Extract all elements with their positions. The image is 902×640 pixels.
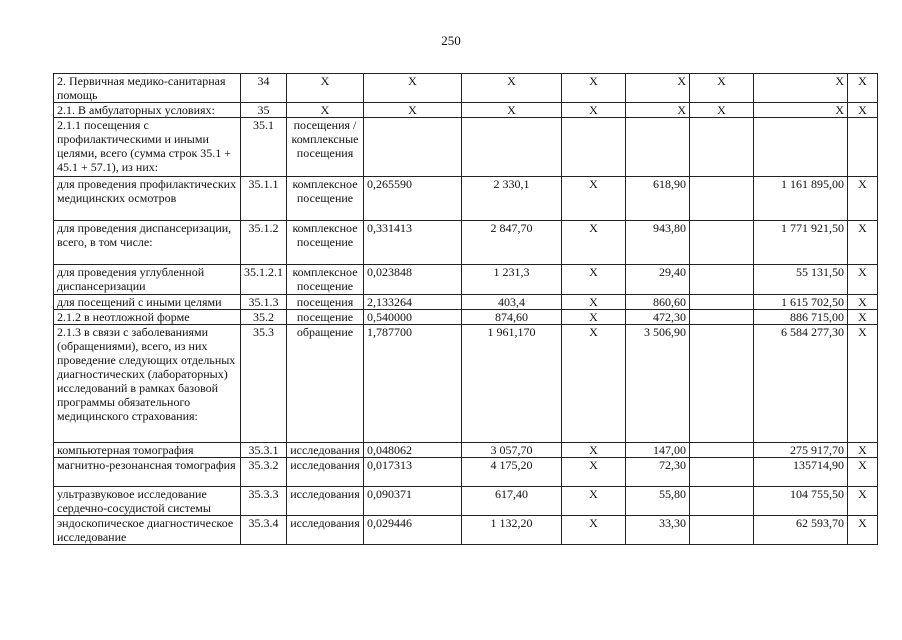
row-per-capita-cell: 3 506,90 xyxy=(626,325,690,443)
row-x2-cell: Х xyxy=(848,516,878,545)
table-row xyxy=(54,487,878,516)
row-total-cell: 6 584 277,30 xyxy=(754,325,848,443)
row-code-cell: 34 xyxy=(241,74,287,103)
row-volume-cell: 1,787700 xyxy=(364,325,462,443)
row-name-cell: 2.1.3 в связи с заболеваниями (обращениями), всего, из них проведение следующих отдельных диагностических (лабораторных) исследований в рамках базовой программы обязательного медицинского страхования: xyxy=(54,325,241,443)
row-code-cell: 35.3.3 xyxy=(241,487,287,516)
row-unit-cell: посещение xyxy=(287,310,364,325)
row-volume-cell xyxy=(364,118,462,177)
row-code-cell: 35.2 xyxy=(241,310,287,325)
table-row xyxy=(54,177,878,221)
row-unit-cell: обращение xyxy=(287,325,364,443)
row-volume-cell: 0,029446 xyxy=(364,516,462,545)
row-cost-cell: 1 961,170 xyxy=(462,325,562,443)
table-row xyxy=(54,295,878,310)
row-total-cell: 135714,90 xyxy=(754,458,848,487)
row-empty-cell xyxy=(690,221,754,265)
row-code-cell: 35.3 xyxy=(241,325,287,443)
row-x2-cell: Х xyxy=(848,325,878,443)
row-cost-cell: Х xyxy=(462,74,562,103)
table-row xyxy=(54,118,878,177)
row-volume-cell: Х xyxy=(364,103,462,118)
row-name-cell: для проведения профилактических медицинских осмотров xyxy=(54,177,241,221)
row-code-cell: 35.3.1 xyxy=(241,443,287,458)
row-name-cell: 2.1.1 посещения с профилактическими и иными целями, всего (сумма строк 35.1 + 45.1 + 57.1), из них: xyxy=(54,118,241,177)
row-name-cell: для проведения диспансеризации, всего, в том числе: xyxy=(54,221,241,265)
table-row xyxy=(54,103,878,118)
table-row xyxy=(54,458,878,487)
row-volume-cell: 0,265590 xyxy=(364,177,462,221)
row-empty-cell: Х xyxy=(690,103,754,118)
row-x1-cell: Х xyxy=(562,325,626,443)
row-x2-cell: Х xyxy=(848,443,878,458)
row-empty-cell xyxy=(690,487,754,516)
row-volume-cell: 2,133264 xyxy=(364,295,462,310)
row-x1-cell: Х xyxy=(562,221,626,265)
row-empty-cell xyxy=(690,516,754,545)
row-cost-cell: Х xyxy=(462,103,562,118)
row-code-cell: 35.3.4 xyxy=(241,516,287,545)
row-volume-cell: 0,331413 xyxy=(364,221,462,265)
row-unit-cell: комплексное посещение xyxy=(287,265,364,295)
row-per-capita-cell: 472,30 xyxy=(626,310,690,325)
row-cost-cell xyxy=(462,118,562,177)
row-per-capita-cell: 72,30 xyxy=(626,458,690,487)
row-x1-cell: Х xyxy=(562,103,626,118)
row-per-capita-cell: 33,30 xyxy=(626,516,690,545)
row-unit-cell: Х xyxy=(287,74,364,103)
row-code-cell: 35.1.2.1 xyxy=(241,265,287,295)
row-name-cell: ультразвуковое исследование сердечно-сосудистой системы xyxy=(54,487,241,516)
row-unit-cell: исследования xyxy=(287,487,364,516)
row-per-capita-cell: 29,40 xyxy=(626,265,690,295)
row-unit-cell: исследования xyxy=(287,516,364,545)
row-volume-cell: Х xyxy=(364,74,462,103)
row-cost-cell: 1 132,20 xyxy=(462,516,562,545)
row-per-capita-cell: 147,00 xyxy=(626,443,690,458)
row-x1-cell: Х xyxy=(562,516,626,545)
row-cost-cell: 2 330,1 xyxy=(462,177,562,221)
row-empty-cell xyxy=(690,458,754,487)
row-empty-cell xyxy=(690,177,754,221)
row-x1-cell: Х xyxy=(562,487,626,516)
row-name-cell: 2.1. В амбулаторных условиях: xyxy=(54,103,241,118)
row-total-cell: 1 615 702,50 xyxy=(754,295,848,310)
row-cost-cell: 874,60 xyxy=(462,310,562,325)
row-total-cell: Х xyxy=(754,74,848,103)
row-unit-cell: исследования xyxy=(287,458,364,487)
row-x1-cell: Х xyxy=(562,265,626,295)
row-cost-cell: 617,40 xyxy=(462,487,562,516)
row-unit-cell: комплексное посещение xyxy=(287,221,364,265)
row-per-capita-cell: 860,60 xyxy=(626,295,690,310)
row-code-cell: 35.1 xyxy=(241,118,287,177)
row-x1-cell: Х xyxy=(562,310,626,325)
table-row xyxy=(54,325,878,443)
row-x2-cell: Х xyxy=(848,487,878,516)
row-volume-cell: 0,023848 xyxy=(364,265,462,295)
table-row xyxy=(54,265,878,295)
row-x1-cell: Х xyxy=(562,177,626,221)
row-per-capita-cell: 55,80 xyxy=(626,487,690,516)
row-total-cell: 55 131,50 xyxy=(754,265,848,295)
row-per-capita-cell: 943,80 xyxy=(626,221,690,265)
row-x2-cell: Х xyxy=(848,265,878,295)
row-code-cell: 35.1.3 xyxy=(241,295,287,310)
row-x1-cell: Х xyxy=(562,443,626,458)
table-row xyxy=(54,310,878,325)
row-cost-cell: 2 847,70 xyxy=(462,221,562,265)
row-cost-cell: 3 057,70 xyxy=(462,443,562,458)
row-empty-cell: Х xyxy=(690,74,754,103)
row-empty-cell xyxy=(690,265,754,295)
row-x2-cell: Х xyxy=(848,310,878,325)
row-name-cell: эндоскопическое диагностическое исследование xyxy=(54,516,241,545)
row-x2-cell: Х xyxy=(848,458,878,487)
row-total-cell: 62 593,70 xyxy=(754,516,848,545)
row-unit-cell: посещения xyxy=(287,295,364,310)
row-name-cell: для проведения углубленной диспансеризации xyxy=(54,265,241,295)
row-x2-cell: Х xyxy=(848,103,878,118)
row-name-cell: 2. Первичная медико-санитарная помощь xyxy=(54,74,241,103)
row-total-cell: 1 771 921,50 xyxy=(754,221,848,265)
row-total-cell xyxy=(754,118,848,177)
row-total-cell: 104 755,50 xyxy=(754,487,848,516)
row-total-cell: 275 917,70 xyxy=(754,443,848,458)
row-x2-cell: Х xyxy=(848,295,878,310)
row-per-capita-cell: Х xyxy=(626,103,690,118)
row-x2-cell: Х xyxy=(848,74,878,103)
row-unit-cell: Х xyxy=(287,103,364,118)
row-per-capita-cell xyxy=(626,118,690,177)
row-cost-cell: 403,4 xyxy=(462,295,562,310)
row-volume-cell: 0,540000 xyxy=(364,310,462,325)
row-unit-cell: комплексное посещение xyxy=(287,177,364,221)
row-volume-cell: 0,048062 xyxy=(364,443,462,458)
table-row xyxy=(54,74,878,103)
row-x1-cell: Х xyxy=(562,295,626,310)
row-x1-cell: Х xyxy=(562,74,626,103)
row-empty-cell xyxy=(690,443,754,458)
row-x2-cell xyxy=(848,118,878,177)
row-total-cell: Х xyxy=(754,103,848,118)
row-name-cell: 2.1.2 в неотложной форме xyxy=(54,310,241,325)
row-x2-cell: Х xyxy=(848,177,878,221)
row-code-cell: 35.1.2 xyxy=(241,221,287,265)
row-unit-cell: исследования xyxy=(287,443,364,458)
row-volume-cell: 0,017313 xyxy=(364,458,462,487)
row-x1-cell: Х xyxy=(562,458,626,487)
row-name-cell: магнитно-резонансная томография xyxy=(54,458,241,487)
page-number: 250 xyxy=(441,33,461,48)
row-volume-cell: 0,090371 xyxy=(364,487,462,516)
row-total-cell: 1 161 895,00 xyxy=(754,177,848,221)
row-x2-cell: Х xyxy=(848,221,878,265)
row-per-capita-cell: 618,90 xyxy=(626,177,690,221)
row-cost-cell: 1 231,3 xyxy=(462,265,562,295)
row-total-cell: 886 715,00 xyxy=(754,310,848,325)
data-table xyxy=(53,73,878,545)
row-per-capita-cell: Х xyxy=(626,74,690,103)
row-code-cell: 35.1.1 xyxy=(241,177,287,221)
table-row xyxy=(54,443,878,458)
table-row xyxy=(54,221,878,265)
row-cost-cell: 4 175,20 xyxy=(462,458,562,487)
row-empty-cell xyxy=(690,118,754,177)
table-row xyxy=(54,516,878,545)
row-empty-cell xyxy=(690,295,754,310)
row-unit-cell: посещения / комплексные посещения xyxy=(287,118,364,177)
row-code-cell: 35.3.2 xyxy=(241,458,287,487)
row-name-cell: компьютерная томография xyxy=(54,443,241,458)
row-x1-cell xyxy=(562,118,626,177)
row-empty-cell xyxy=(690,325,754,443)
row-name-cell: для посещений с иными целями xyxy=(54,295,241,310)
row-code-cell: 35 xyxy=(241,103,287,118)
row-empty-cell xyxy=(690,310,754,325)
